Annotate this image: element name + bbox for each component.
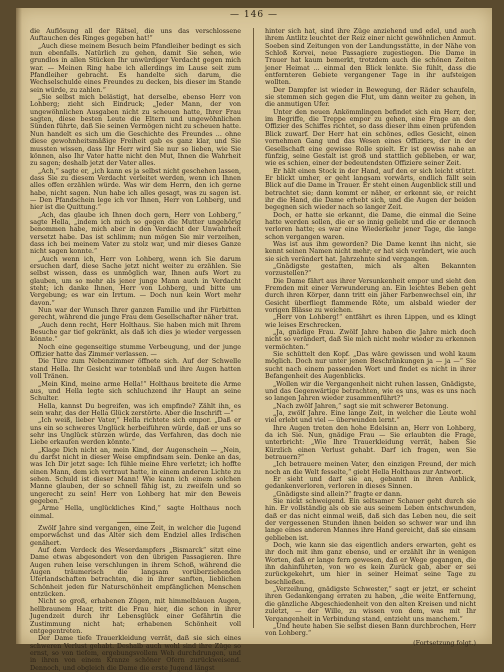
paragraph: Nicht so groß, erhabenen Zügen, mit himmelblauen Augen, hellbraunem Haar, tritt die Frau hier, die schon in ihrer Jugendzeit durch ihr Lebensglück einer Gefährtin die Zustimmung nicht hat; erhabenen Schönheit voll entgegentreten. [30, 597, 241, 635]
paragraph: „Ach, das glaube ich Ihnen doch gern, Herr von Lohberg,“ sagte Hella, „indem ich mich so gegen die Mutter ungehörig benommen habe, mich aber in den Verdacht der Unwahrheit versetzt habe. Das ist schlimm; nun mögen Sie mir verzeihen, dass ich bei meinem Vater zu stolz war, und mir dieses Ganze nicht sagen konnte.“ [30, 210, 241, 256]
binding-shadow [16, 8, 22, 644]
paragraph: „Ich weiß, lieber Vater,“ Hella richtete sich empor. „Daß er uns ein so schweres Unglück herbeiführen würde, daß er uns so sehr ins Unglück stürzen würde, das Verfahren, das doch nie Liebe erkaufen werden könnte.“ [30, 416, 241, 447]
paragraph: „Ja, gnädige Frau. Zwölf Jahre haben die Jahre mich doch nicht so verändert, daß Sie mich nicht mehr wieder zu erkennen vermöchten.“ [265, 328, 476, 351]
paragraph: Er sieht und darf sie an, gebannt in ihren Anblick, gedankenverloren, verloren in dieses Sinnen. [265, 474, 476, 491]
paragraph: Der Dampfer ist wieder in Bewegung, der Räder schaufeln, sie stemmen sich gegen die Flut, um dann weiter zu gehen, in die anmutigen Ufer. [265, 85, 476, 109]
paragraph: Unter den neuen Ankömmlingen befindet sich ein Herr, der, im Begriffe, die Treppe empor zu gehen, eine Frage an den Offizier des Schiffes richtet, so dass dieser ihm einen prüfenden Blick zuwarf. Der Herr hat ein schönes, edles Gesicht, einen vornehmen Gang und das Wesen eines Offiziers, der in der Gesellschaft eine gewisse Rolle spielt. Er ist gewiss nahe an fünfzig, seine Gestalt ist groß und stattlich geblieben, er war, wie es schien, einer der bedeutendsten Offiziere seiner Zeit. [265, 107, 476, 168]
newspaper-page [16, 8, 492, 672]
paragraph: „Arme Hella, unglückliches Kind,“ sagte Holthaus noch einmal. [30, 504, 241, 520]
paragraph: Was ist aus ihm geworden? Die Dame kennt ihn nicht, sie kennt seinen Namen nicht mehr; er hat sich verändert, wie auch sie sich verändert hat. Jahrzehnte sind vergangen. [265, 239, 476, 263]
paragraph: Doch, wie kann sie das eigentlich anders erwarten, geht es ihr doch mit ihm ganz ebenso, und er erzählt ihr in wenigen Worten, daß er lange fern gewesen, daß er Wege gegangen, die ihn dahinführten, von wo es kein Zurück gab, aber er sei zurückgekehrt, um hier in seiner Heimat seine Tage zu beschließen. [265, 541, 476, 586]
paragraph: „Auch wenn ich, Herr von Lohberg, wenn ich Sie darum ersuchen darf, diese Sache jetzt nicht weiter zu erzählen. Sie selbst wissen, dass es unmöglich war, Ihnen aufs Wort zu glauben, um so mehr als jener junge Mann auch in Verdacht steht; ich danke Ihnen, Herr von Lohberg, und bitte um Vergebung; es war ein Irrtum. — Doch nun kein Wort mehr davon.“ [30, 254, 241, 307]
paragraph: hinter sich hat, sind ihre Züge anziehend und edel, und auch ihrem Antlitz leuchtet der Reiz einer nicht gewöhnlichen Anmut. Soeben sind Zeitungen von der Landungsstätte, in der Nähe von Schloß Korvei, neue Passagiere zugestiegen. Die Dame in Trauer hat kaum bemerkt, trotzdem auch die schönen Zeiten jener Heimat ... einmal den Blick lenkte. Sie fühlt, dass die entfernteren Gebiete vergangener Tage in ihr aufsteigen wollten. [265, 27, 476, 87]
paragraph: „Ach,“ sagte er, „ich kann es ja selbst nicht geschehen lassen, dass Sie zu diesem Verdacht verleitet werden, wenn ich Ihnen alles offen erzählen würde. Was wir dem Herrn, den ich gerne habe, nicht sagen. Nun habe ich alles gesagt, was zu sagen ist. — Den Pfandschein lege ich vor Ihnen, Herr von Lohberg, und hier ist die Quittung.“ [30, 166, 241, 212]
paragraph: Doch, er hatte sie erkannt, die Dame, die einmal die Seine hatte werden sollen, die er so innig geliebt und die er dennoch verloren hatte; es war eine Wiederkehr jener Tage, die lange schon vergangen waren. [265, 210, 476, 241]
paragraph: „Ich betrauere meinen Vater, den einzigen Freund, der mich noch an die Welt fesselte,“ giebt Hella Holthaus zur Antwort. [265, 460, 476, 476]
section-separator [117, 522, 155, 523]
paragraph: „Klage Dich nicht an, mein Kind, der Augenschein — „Nein, du darfst nicht in dieser Weise empfindsam sein. Denke an das, was Ich Dir jetzt sage: Ich fühle meine Ehre verletzt; ich hoffte einen Mann, dem ich vertraut hatte, in einem anderen Lichte zu sehen. Schuld ist dieser Mann! Wie kann ich einem solchen Manne glauben, der so schnell fähig ist, zu zweifeln und so ungerecht zu sein! Herr von Lohberg hat mir den Beweis gegeben.“ [30, 445, 241, 505]
page-number: — 146 — [230, 10, 278, 20]
paragraph: Er hält einen Stock in der Hand, auf den er sich leicht stützt. Er blickt umher, er geht langsam vorwärts, endlich fällt sein Blick auf die Dame in Trauer. Er steht einen Augenblick still und betrachtet sie; dann kommt er näher, er erkennt sie, er reicht ihr die Hand, die Dame erhebt sich, und die Augen der beiden begegnen sich wieder nach so langer Zeit. [265, 166, 476, 212]
paragraph: Sie nickt schweigend. Ein seltsamer Schauer geht durch sie hin. Er vollständig als ob sie aus seinem Leben entschwunden, daß er das nicht einmal weiß, daß sich das Leben neu, die seit der vergessenen Stunden ihnen beiden so schwer war und ihn lange eines anderen Mannes ihre Hand gereicht, daß sie einsam geblieben ist. [265, 497, 476, 542]
paragraph: „Auch denn recht, Herr Holthaus. Sie haben mich mit Ihrem Besuche gar tief gekränkt, als daß ich dies je wieder vergessen könnte.“ [30, 320, 241, 344]
column-divider [253, 28, 254, 628]
paragraph: „Ja, zwölf Jahre. Eine lange Zeit, in welcher die Leute wohl viel erlebt und viel — überwunden lernt.“ [265, 408, 476, 425]
paragraph: „Mein Kind, meine arme Hella!“ Holthaus breitete die Arme aus, und Hella legte sich schluchzend ihr Haupt an seine Schulter. [30, 379, 241, 403]
paragraph: Noch eine gegenseitige stumme Verbeugung, und der junge Offizier hatte das Zimmer verlassen. — [30, 342, 241, 359]
paragraph: Ihre Augen treten den hohe Edelsinn an, Herr von Lohberg, da ich Sie. Nun, gnädige Frau — Sie erlaubten die Frage, unterbricht: „Wie Ihre Trauerkleidung verrät, haben Sie Kürzlich einen Verlust gehabt. Darf ich fragen, wen Sie betrauern?“ [265, 423, 476, 461]
paragraph: „Verzeihung, gnädigste Schwester,“ sagt er jetzt, er scheint ihren Gedankengang erraten zu haben, „die weite Entfernung, die gänzliche Abgeschiedenheit von den alten Kreisen und nicht zuletzt, — der Wille, zu wissen von dem, was mit Ihr Vergangenheit in Verbindung stand, entzieht uns manchem.“ [265, 585, 476, 623]
paragraph: „Auch diese meinem Besuch beim Pfandleiher bedingt es sich nun ebenfalls. Natürlich zu gehen, damit Sie sehen, wie grundlos in allen Stücken Ihr unwürdiger Verdacht gegen mich war. — Meinen Ring habe ich allerdings im Lause seit zum Pfandleiher gebracht. Es handelte sich darum, die Wechselschulde eines Freundes zu decken, bis dieser im Stande sein würde, zu zahlen.“ [30, 41, 241, 94]
paragraph: Der Dame tiefe Trauerkleidung verrät, daß sie sich eines schweren Verlust gehabt. Deshalb auch wohl sind ihre Züge so ernst, so von tiefem, ergebungsvollem Weh durchdrungen, und in ihren von einem Kranze schöner Ofern zurückweisend. Dennoch, und obgleich die Dame die erste Jugend längst [30, 634, 241, 672]
paragraph: Nun war der Wunsch Ihrer ganzen Familie und ihr Fürbitten gerecht, während die junge Frau dem Gesellschafter näher trat. [30, 306, 241, 322]
paragraph: „Wollen wir die Vergangenheit nicht ruhen lassen, Gnädigste, und das Gegenwärtige betrachten, wie es uns, was es uns nach so langen Jahren wieder zusammenführt?“ [265, 379, 476, 403]
paragraph: Die Dame fährt aus ihrer Versunkenheit empor und sieht den Fremden mit einer Verwunderung an. Ein leichtes Beben geht durch ihren Körper, dann tritt ein jäher Farbenwechsel ein, ihr Gesicht überfliegt flammende Röte, um alsbald wieder der vorigen Blässe zu weichen. [265, 276, 476, 315]
paragraph: „Gnädigste sind allein?“ fragte er dann. [273, 489, 403, 498]
continuation-note: (Fortsetzung folgt.) [413, 638, 476, 647]
paragraph: Zwölf Jahre sind vergangen, eine Zeit, in welcher die Jugend emporwächst und das Alter sich dem Endziel alles Irdischen genähert. [30, 524, 241, 547]
paragraph: Hella, kannst Du begreifen, was ich empfinde? Zählt ihn, es sein wahr, das der Hella Glück zerstörte. Aber die Inschrift —“ [30, 401, 241, 417]
paragraph: „Herr von Lohberg!“ entfährt es ihren Lippen, und es klingt wie leises Erschrecken. [265, 313, 476, 329]
paragraph: Auf dem Verdeck des Weserdampfers „Bismarck“ sitzt eine Dame etwas abgesondert von den übrigen Passagieren. Ihre Augen ruhen leise verschlungen in ihrem Schoß, während die Augen träumerisch die langsam vorüberziehenden Uferlandschaften betrachten, die in ihrer sanften, lieblichen Schönheit jeden für Naturschönheit empfänglichen Menschen entzücken. [30, 546, 241, 599]
paragraph: Sie schüttelt den Kopf. „Das wäre gewissen und wohl kaum möglich. Doch nur unter jenen Beschränkungen ja — ja —“ Sie sucht nach einem passenden Wort und findet es nicht in ihrer Befangenheit des Augenblicks. [265, 350, 476, 381]
paragraph: „Sie selbst mich belästigt, hat derselbe, ebenso Herr von Lohberg; zieht sich Eindruck; „Jeder Mann, der von ungewöhnlichen Ausgaben nicht zu scheuen hatte, Ihrer Frau sagten, diese besten Leute die Eltern und ungewöhnlichen Sünden führte, daß Sie seinen Vermögen nicht zu scheuen hatte. Nun handelt es sich um die Geschichte des Freundes ... ohne diese gewohnheitsmäßige Freiheit gab es ganz klar, und Sie mussten wissen, dass Ihr Herr wird Sie nur so lieben, wie Sie können, also Ihr Vater hatte nicht den Mut, Ihnen die Wahrheit zu sagen; deshalb jetzt der Vater alles. [30, 93, 241, 168]
paragraph: „Gnädigste gestatten, mich als alten Bekannten vorzustellen?“ [265, 262, 476, 278]
right-column [265, 28, 476, 647]
left-column [30, 28, 241, 672]
paragraph: Die Türe zum Nebenzimmer öffnete sich. Auf der Schwelle stand Hella. Ihr Gesicht war totenblaß und ihre Augen hatten voll Tränen. [30, 357, 241, 381]
paragraph: „Und heute haben Sie selbst diesen Bann durchbrochen, Herr von Lohberg.“ [265, 621, 476, 638]
paragraph: die Auflösung all der Rätsel, die uns das verschlossene Auftauchen des Ringes gegeben hat!“ [30, 27, 241, 43]
paragraph: „Nach zwölf Jahren,“ sagt sie mit schwerer Betonung. [273, 401, 449, 410]
